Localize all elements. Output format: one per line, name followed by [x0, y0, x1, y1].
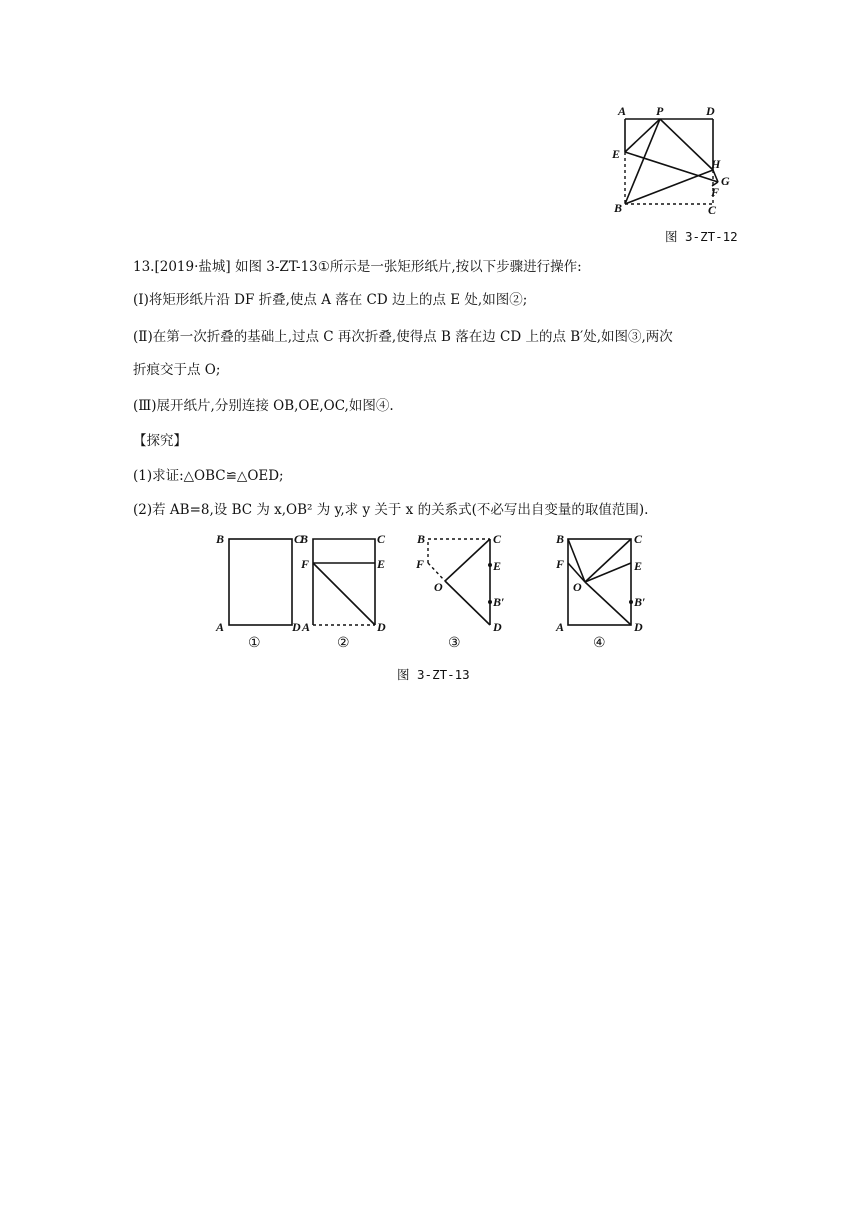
fig13-p4-label-d: D	[634, 620, 643, 634]
fig13-p3-label-e: E	[493, 559, 502, 573]
fig12-label-a: A	[618, 104, 627, 118]
fig13-p4-label-e: E	[634, 559, 643, 573]
question-1: (1)求证:△OBC≌△OED;	[133, 468, 284, 484]
fig13-p2-label-f: F	[301, 557, 310, 571]
problem-line-5: (Ⅲ)展开纸片,分别连接 OB,OE,OC,如图④.	[133, 398, 394, 414]
fig13-panel-3	[415, 532, 504, 651]
figure-13-caption: 图 3-ZT-13	[397, 667, 470, 682]
fig13-p4-label-f: F	[556, 557, 565, 571]
fig13-p3-crease-co	[445, 539, 490, 581]
figure-3-zt-13	[205, 522, 665, 657]
fig13-p1-rectangle	[229, 539, 292, 625]
fig13-p3-dashed-flap	[428, 539, 490, 563]
fig12-label-e: E	[612, 147, 621, 161]
fig13-p2-label-b: B	[300, 532, 309, 546]
fig13-p4-line-od	[585, 582, 631, 625]
fig13-p3-point-bprime	[488, 600, 492, 604]
fig13-p2-label-c: C	[377, 532, 386, 546]
fig13-panel-4-number: ④	[593, 636, 606, 651]
fig13-p2-outline	[313, 539, 375, 625]
fig13-panel-2-number: ②	[337, 636, 350, 651]
fig13-panel-2	[299, 532, 386, 651]
fig13-panel-3-number: ③	[448, 636, 461, 651]
fig13-p1-label-d: D	[292, 620, 301, 634]
fig13-p3-label-c: C	[493, 532, 502, 546]
fig13-p4-label-o: O	[573, 580, 582, 594]
fig13-panel-4	[555, 532, 645, 651]
fig13-p3-label-o: O	[434, 580, 443, 594]
fig13-p3-dashed-slant	[428, 563, 445, 581]
fig13-p3-label-d: D	[493, 620, 502, 634]
fig13-p3-crease-od	[445, 581, 490, 625]
explore-heading: 【探究】	[133, 433, 187, 449]
fig13-p1-label-a: A	[216, 620, 225, 634]
problem-line-1: 13.[2019·盐城] 如图 3-ZT-13①所示是一张矩形纸片,按以下步骤进行操作:	[133, 259, 582, 275]
fig13-p1-label-c: C	[294, 532, 303, 546]
fig13-p4-label-a: A	[556, 620, 565, 634]
fig12-line-bh	[625, 170, 713, 204]
problem-line-4: 折痕交于点 O;	[133, 362, 221, 378]
fig12-label-b: B	[614, 201, 623, 215]
figure-12-caption: 图 3-ZT-12	[665, 229, 738, 244]
fig13-p3-label-b: B	[417, 532, 426, 546]
fig13-p4-label-b: B	[556, 532, 565, 546]
fig13-p4-label-c: C	[634, 532, 643, 546]
fig13-p4-point-bprime	[629, 600, 633, 604]
fig13-p4-line-oe	[585, 563, 631, 582]
fig12-label-c: C	[708, 203, 717, 217]
fig12-label-g: G	[721, 174, 730, 188]
fig12-label-h: H	[711, 157, 721, 171]
problem-line-3: (Ⅱ)在第一次折叠的基础上,过点 C 再次折叠,使得点 B 落在边 CD 上的点 B′处,如图③,两次	[133, 329, 673, 345]
fig12-line-eg	[625, 152, 718, 182]
fig13-p3-label-bprime: B′	[493, 595, 505, 609]
fig13-p3-label-f: F	[416, 557, 425, 571]
fig13-p2-label-e: E	[377, 557, 386, 571]
fig13-panel-1	[215, 532, 303, 651]
fig12-label-d: D	[706, 104, 715, 118]
fig13-panel-1-number: ①	[248, 636, 261, 651]
fig12-label-p: P	[656, 104, 664, 118]
fig13-p3-point-e	[488, 563, 492, 567]
problem-line-2: (Ⅰ)将矩形纸片沿 DF 折叠,使点 A 落在 CD 边上的点 E 处,如图②;	[133, 292, 528, 308]
fig13-p4-line-ob	[568, 539, 585, 582]
figure-3-zt-12	[608, 100, 738, 220]
fig13-p4-label-bprime: B′	[634, 595, 646, 609]
fig13-p4-line-oc	[585, 539, 631, 582]
fig12-label-f: F	[711, 185, 720, 199]
fig12-line-ph	[660, 119, 713, 170]
fig13-p2-label-a: A	[302, 620, 311, 634]
fig13-p1-label-b: B	[216, 532, 225, 546]
fig13-p2-label-d: D	[377, 620, 386, 634]
fig13-p2-crease-fd	[313, 563, 375, 625]
question-2: (2)若 AB=8,设 BC 为 x,OB² 为 y,求 y 关于 x 的关系式(不必写出自变量的取值范围).	[133, 502, 649, 518]
fig12-line-pe	[625, 119, 660, 152]
